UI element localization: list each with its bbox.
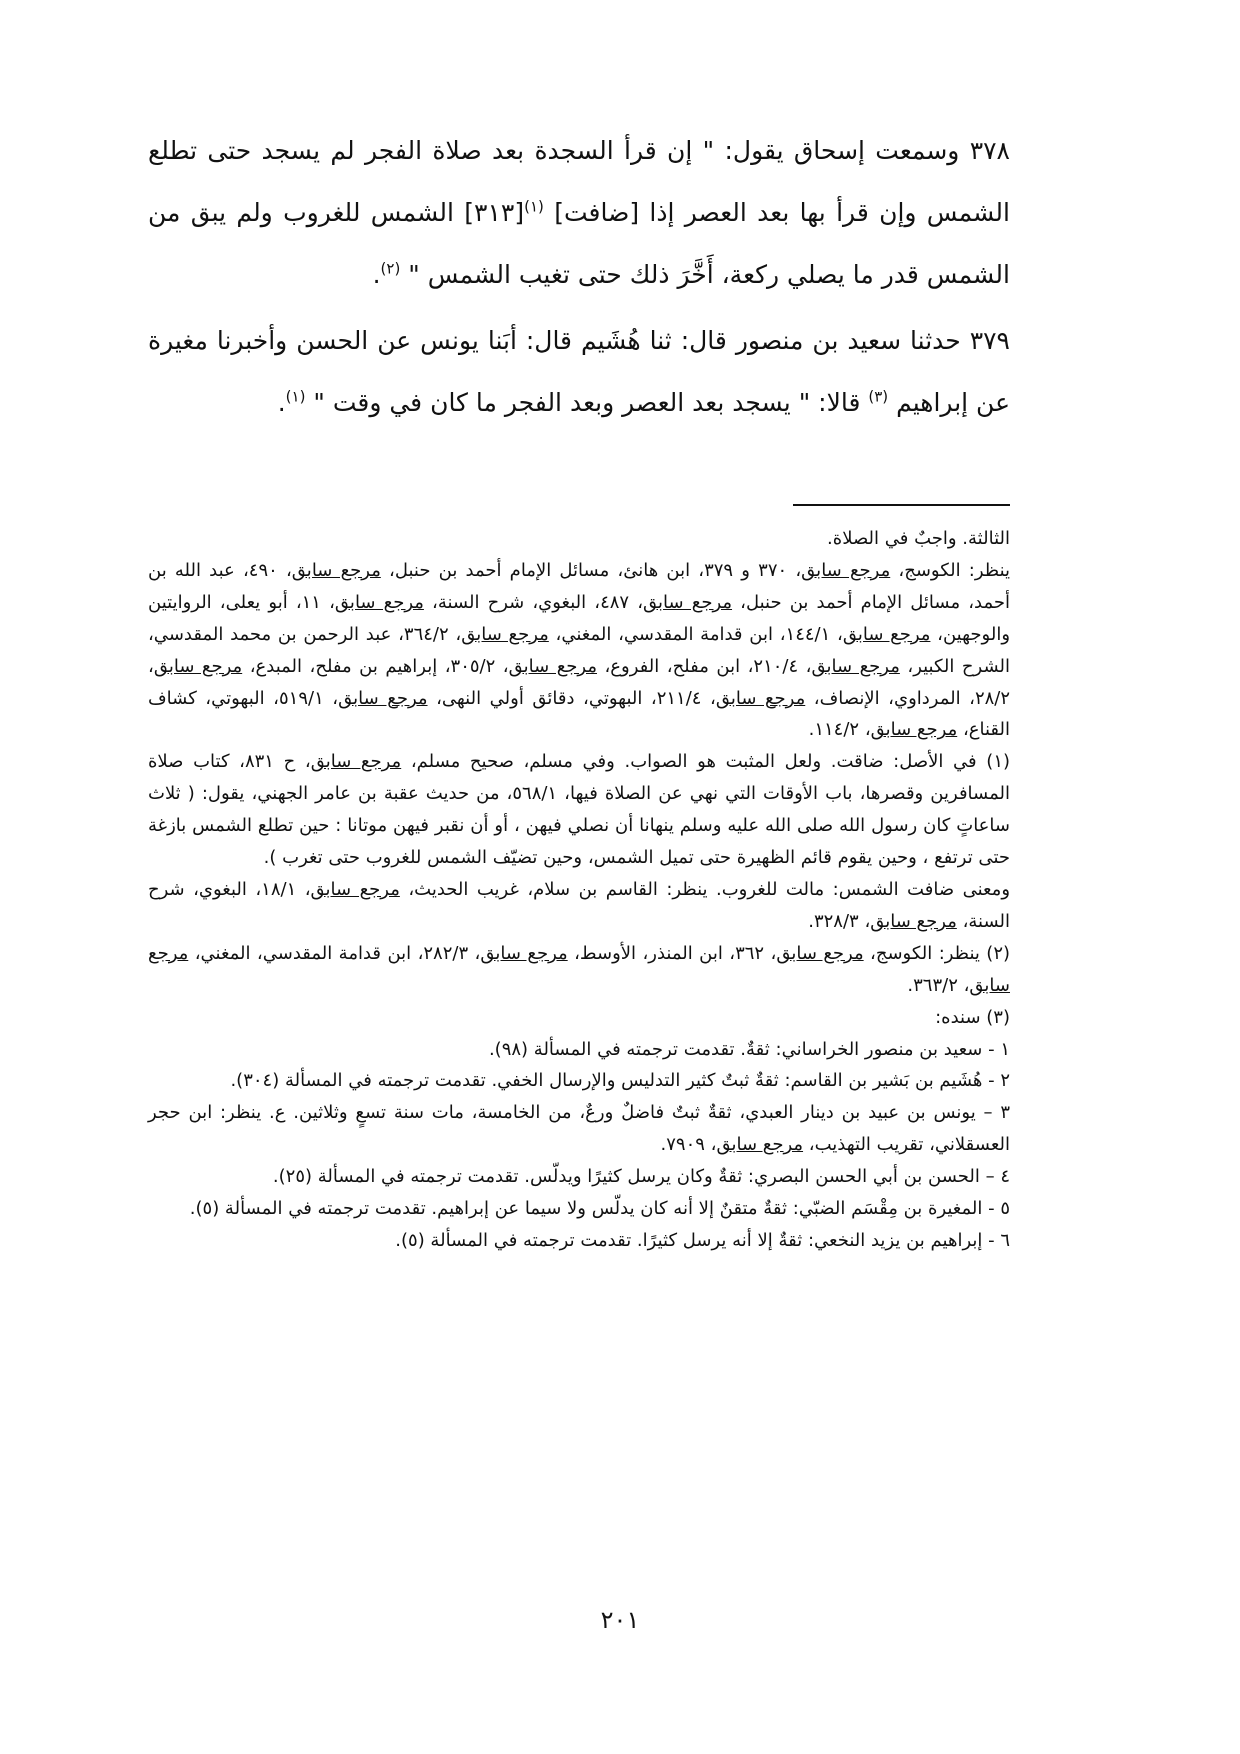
footnote-text: (٢) ينظر: الكوسج، [863,942,1011,964]
narrator-6: ٦ - إبراهيم بن يزيد النخعي: ثقةٌ إلا أنه يرسل كثيرًا. تقدمت ترجمته في المسألة (٥). [395,1229,1010,1251]
footnote-text: ، ٤٨٧، البغوي، شرح السنة، [423,591,644,613]
reference-link[interactable]: مرجع سابق [334,591,424,613]
footnote-text: ومعنى ضافت الشمس: مالت للغروب. ينظر: القاسم بن سلام، غريب الحديث، [399,878,1011,900]
reference-link[interactable]: مرجع سابق [153,655,243,677]
footnote-text: ، ٢١٠/٤، ابن مفلح، الفروع، [596,655,812,677]
main-text [148,120,1010,434]
footnote-text: ، ٣٠٥/٢، إبراهيم بن مفلح، المبدع، [242,655,509,677]
narrator-2: ٢ - هُشَيم بن بَشير بن القاسم: ثقةٌ ثبتٌ كثير التدليس والإرسال الخفي. تقدمت ترجمته في المسألة (٣٠٤). [230,1070,1010,1092]
footnote-ref-2[interactable]: (٢) [380,259,401,278]
footnote-continuation: الثالثة. واجبٌ في الصلاة. [827,528,1010,549]
narrator-5: ٥ - المغيرة بن مِقْسَم الضبّي: ثقةٌ متقنٌ إلا أنه كان يدلّس ولا سيما عن إبراهيم. تقدمت ترجمته في المسألة (٥). [189,1198,1010,1220]
reference-link[interactable]: مرجع سابق [643,591,733,613]
footnote-text: ، ٣٦٤/٢، عبد الرحمن بن محمد المقدسي، الشرح الكبير، [148,623,1011,677]
footnote-text: ، ١٤٤/١، ابن قدامة المقدسي، المغني، [548,623,843,645]
footnote-text: (١) في الأصل: ضاقت. ولعل المثبت هو الصواب. وفي مسلم، صحيح مسلم، [401,751,1011,773]
narrator-3 [148,1097,1010,1161]
footnote-text: ، ٢٨/٢، المرداوي، الإنصاف، [148,655,1011,709]
footnote-text: ، ٣٧٠ و ٣٧٩، ابن هانئ، مسائل الإمام أحمد بن حنبل، [380,559,802,581]
footnote-ref-3[interactable]: (٣) [868,387,889,406]
issue-379: ٣٧٩ حدثنا سعيد بن منصور قال: ثنا هُشَيم قال: أبَنا يونس عن الحسن وأخبرنا مغيرة عن إبراهيم $^{(٣)}$ قالا: " يسجد بعد العصر وبعد الفجر ما كان في وقت " $^{(١)}$. [148,326,1010,417]
footnote-ref-1[interactable]: (١) [524,197,544,216]
narrator-1: ١ - سعيد بن منصور الخراساني: ثقةٌ. تقدمت ترجمته في المسألة (٩٨). [488,1038,1010,1060]
footnote-text: ، ٣٦٣/٢. [907,974,970,996]
footnote-text: ، ٢١١/٤، البهوتي، دقائق أولي النهى، [427,687,716,709]
page-number: ٢٠١ [600,1606,640,1634]
footnote-3-head: (٣) سنده: [935,1006,1010,1028]
reference-link[interactable]: مرجع سابق [310,878,400,900]
footnote-text: ، ح ٨٣١، كتاب صلاة المسافرين وقصرها، باب الأوقات التي نهي عن الصلاة فيها، ٥٦٨/١، من حديث عقبة بن عامر الجهني، يقول: ( ثلاث ساعاتٍ كان رسول الله صلى الله عليه وسلم ينهانا أن نصلي فيهن ، أو أن نقبر فيهن موتانا : حين تطلع الشمس بازغة حتى ترتفع ، وحين يقوم قائم الظهيرة حتى تميل الشمس، وحين تضيّف الشمس للغروب حتى تغرب ). [148,751,1010,869]
reference-link[interactable]: مرجع سابق [508,655,597,677]
footnote-1 [148,746,1010,874]
footnote-text: ، ٣٢٨/٣. [808,910,871,932]
footnote-divider [793,504,1010,506]
reference-link[interactable]: مرجع سابق [461,623,549,645]
footnote-text: ، ٧٩٠٩. [660,1134,717,1156]
footnote-continuation-refs [148,555,1010,746]
reference-link[interactable]: مرجع سابق [291,559,381,581]
reference-link[interactable]: مرجع سابق [148,942,1010,996]
reference-link[interactable]: مرجع سابق [310,751,402,773]
footnote-2 [148,938,1010,1002]
footnote-text: ، ١٨/١، البغوي، شرح السنة، [148,878,1010,932]
reference-link[interactable]: مرجع سابق [715,687,806,709]
footnote-text: ، ١١٤/٢. [808,719,871,741]
footnote-text: ، ٣٦٢، ابن المنذر، الأوسط، [567,942,777,964]
footnote-text: ٣ – يونس بن عبيد بن دينار العبدي، ثقةٌ ثبتٌ فاضلٌ ورعٌ، من الخامسة، مات سنة تسعٍ وثلاثين. ع. ينظر: ابن حجر العسقلاني، تقريب التهذيب، [148,1102,1010,1156]
reference-link[interactable]: مرجع سابق [776,942,864,964]
reference-link[interactable]: مرجع سابق [716,1134,804,1156]
reference-link[interactable]: مرجع سابق [870,910,957,932]
reference-link[interactable]: مرجع سابق [811,655,900,677]
narrator-4: ٤ – الحسن بن أبي الحسن البصري: ثقةٌ وكان يرسل كثيرًا ويدلّس. تقدمت ترجمته في المسألة (٢٥). [272,1166,1010,1188]
footnote-text: ، ٥١٩/١، البهوتي، كشاف القناع، [148,687,1010,741]
issue-378: ٣٧٨ وسمعت إسحاق يقول: " إن قرأ السجدة بعد صلاة الفجر لم يسجد حتى تطلع الشمس وإن قرأ بها بعد العصر إذا [ضافت] $^{(١)}$[٣١٣] الشمس للغروب ولم يبق من الشمس قدر ما يصلي ركعة، أَخَّرَ ذلك حتى تغيب الشمس " $^{(٢)}$. [148,136,1010,289]
footnote-text: ، ٤٩٠، عبد الله بن أحمد، مسائل الإمام أحمد بن حنبل، [148,559,1011,613]
footnote-text: ينظر: الكوسج، [890,559,1011,581]
footnote-text: ، ٢٨٢/٣، ابن قدامة المقدسي، المغني، [188,942,481,964]
footnote-ref-1b[interactable]: (١) [285,387,306,406]
reference-link[interactable]: مرجع سابق [480,942,568,964]
reference-link[interactable]: مرجع سابق [842,623,931,645]
footnote-1-meaning [148,874,1010,938]
reference-link[interactable]: مرجع سابق [801,559,891,581]
footnotes [148,523,1010,1257]
reference-link[interactable]: مرجع سابق [338,687,428,709]
reference-link[interactable]: مرجع سابق [870,719,958,741]
footnote-text: ، ١١، أبو يعلى، الروايتين والوجهين، [148,591,1011,645]
